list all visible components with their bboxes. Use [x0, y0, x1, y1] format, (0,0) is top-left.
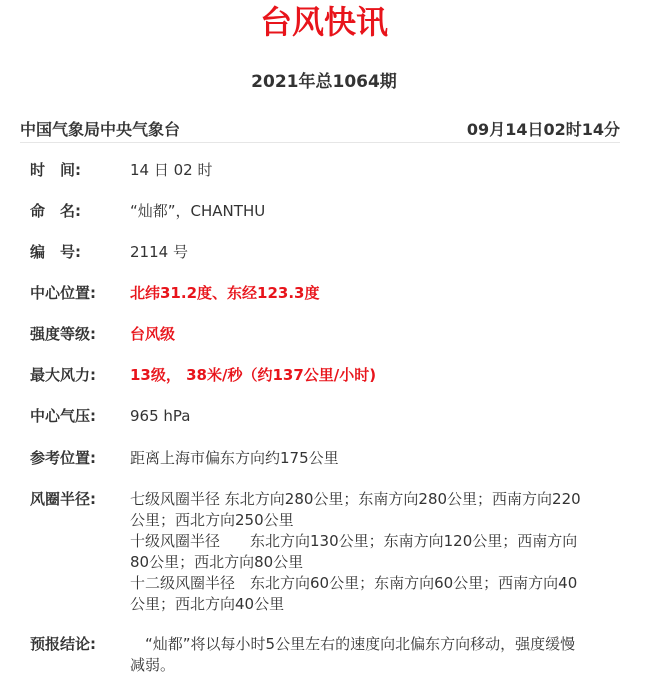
- field-value: “灿都”，CHANTHU: [130, 202, 266, 220]
- wind-radius-line: 十级风圈半径 东北方向130公里；东南方向120公里；西南方向: [130, 532, 578, 550]
- field-value: [130, 634, 608, 676]
- field-label: 中心气压:: [30, 407, 96, 425]
- field-label: 风圈半径:: [30, 490, 96, 508]
- field-intensity-level: [30, 324, 620, 345]
- field-max-wind: [30, 365, 620, 386]
- field-forecast: [30, 634, 620, 676]
- wind-radius-line: 公里；西北方向40公里: [130, 595, 285, 613]
- agency-row: [20, 114, 620, 143]
- field-value: 13级， 38米/秒（约137公里/小时): [130, 366, 377, 384]
- field-value: 2114 号: [130, 243, 188, 261]
- field-label: 预报结论:: [30, 635, 96, 653]
- field-label: 命 名:: [30, 202, 81, 220]
- field-time: [30, 160, 620, 181]
- field-label: 时 间:: [30, 161, 81, 179]
- field-name: [30, 201, 620, 222]
- field-value: [130, 489, 608, 615]
- field-value: 965 hPa: [130, 407, 191, 425]
- field-value: 距离上海市偏东方向约175公里: [130, 449, 339, 467]
- wind-radius-line: 公里；西北方向250公里: [130, 511, 294, 529]
- field-value: 北纬31.2度、东经123.3度: [130, 284, 320, 302]
- field-center-pressure: [30, 406, 620, 427]
- agency-name: 中国气象局中央气象台: [20, 119, 181, 139]
- wind-radius-line: 80公里；西北方向80公里: [130, 553, 304, 571]
- page-title: 台风快讯: [259, 3, 388, 41]
- field-label: 编 号:: [30, 243, 81, 261]
- field-number: [30, 242, 620, 263]
- forecast-line: “灿都”将以每小时5公里左右的速度向北偏东方向移动，强度缓慢: [130, 635, 576, 653]
- field-label: 参考位置:: [30, 449, 96, 467]
- field-label: 中心位置:: [30, 284, 96, 302]
- field-label: 强度等级:: [30, 325, 96, 343]
- field-reference-position: [30, 448, 620, 469]
- field-value: 14 日 02 时: [130, 161, 213, 179]
- field-label: 最大风力:: [30, 366, 96, 384]
- wind-radius-line: 七级风圈半径 东北方向280公里；东南方向280公里；西南方向220: [130, 490, 581, 508]
- field-center-position: [30, 283, 620, 304]
- field-value: 台风级: [130, 325, 176, 343]
- issue-number: 2021年总1064期: [251, 72, 397, 92]
- issued-time: 09月14日02时14分: [466, 119, 620, 139]
- forecast-line: 减弱。: [130, 656, 176, 674]
- wind-radius-line: 十二级风圈半径 东北方向60公里；东南方向60公里；西南方向40: [130, 574, 578, 592]
- field-wind-radius: [30, 489, 620, 615]
